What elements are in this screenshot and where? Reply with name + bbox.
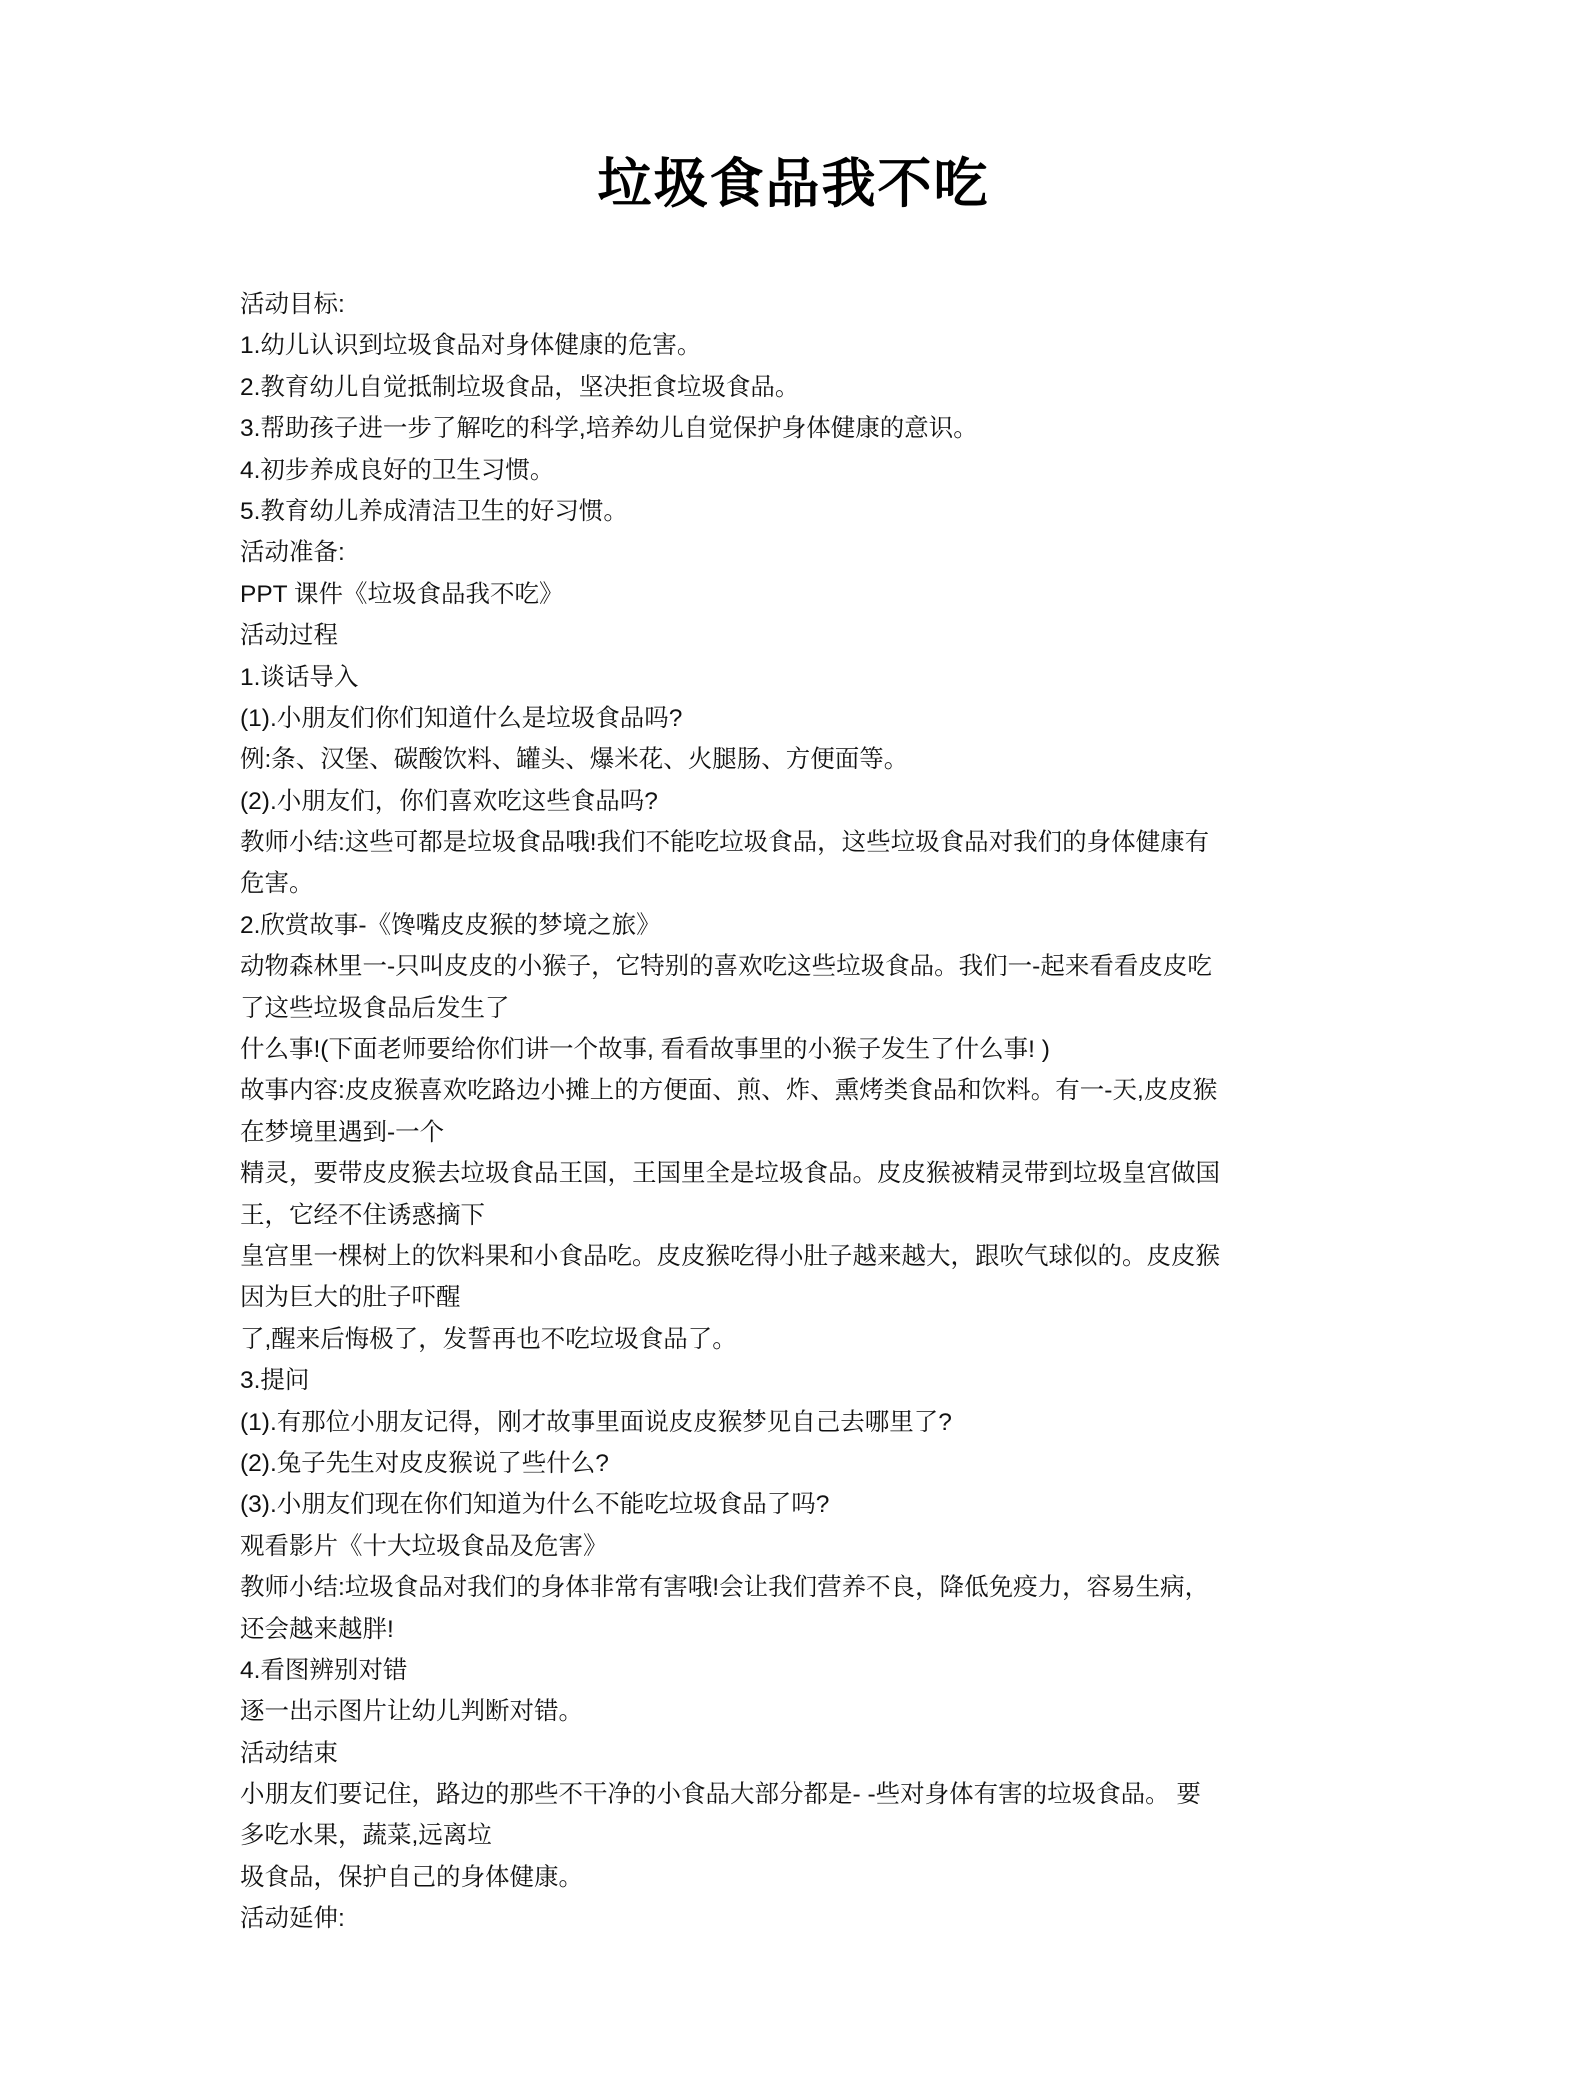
subsection-heading: 2.欣赏故事-《馋嘴皮皮猴的梦境之旅》 bbox=[240, 911, 661, 939]
paragraph: 了,醒来后悔极了，发誓再也不吃垃圾食品了。 bbox=[240, 1325, 737, 1353]
paragraph: PPT 课件《垃圾食品我不吃》 bbox=[240, 580, 564, 608]
paragraph: 什么事!(下面老师要给你们讲一个故事, 看看故事里的小猴子发生了什么事! ) bbox=[240, 1036, 1050, 1064]
section-heading-end: 活动结束 bbox=[240, 1739, 338, 1767]
paragraph: (1).小朋友们你们知道什么是垃圾食品吗? bbox=[240, 704, 683, 732]
paragraph: 动物森林里一-只叫皮皮的小猴子，它特别的喜欢吃这些垃圾食品。我们一-起来看看皮皮吃 bbox=[240, 953, 1212, 981]
paragraph: (3).小朋友们现在你们知道为什么不能吃垃圾食品了吗? bbox=[240, 1491, 830, 1519]
paragraph: 教师小结:这些可都是垃圾食品哦!我们不能吃垃圾食品，这些垃圾食品对我们的身体健康有 bbox=[240, 829, 1210, 857]
subsection-heading: 4.看图辨别对错 bbox=[240, 1656, 408, 1684]
paragraph: 还会越来越胖! bbox=[240, 1615, 394, 1643]
paragraph: 例:条、汉堡、碳酸饮料、罐头、爆米花、火腿肠、方便面等。 bbox=[240, 746, 909, 774]
paragraph: 观看影片《十大垃圾食品及危害》 bbox=[240, 1532, 608, 1560]
paragraph: (2).兔子先生对皮皮猴说了些什么? bbox=[240, 1449, 609, 1477]
paragraph: 了这些垃圾食品后发生了 bbox=[240, 994, 510, 1022]
paragraph: 圾食品，保护自己的身体健康。 bbox=[240, 1863, 583, 1891]
paragraph: 危害。 bbox=[240, 870, 314, 898]
section-heading-extension: 活动延伸: bbox=[240, 1905, 345, 1933]
paragraph: 多吃水果，蔬菜,远离垃 bbox=[240, 1822, 492, 1850]
paragraph: 逐一出示图片让幼儿判断对错。 bbox=[240, 1698, 583, 1726]
document-title: 垃圾食品我不吃 bbox=[597, 151, 990, 215]
subsection-heading: 3.提问 bbox=[240, 1367, 310, 1395]
paragraph: 故事内容:皮皮猴喜欢吃路边小摊上的方便面、煎、炸、熏烤类食品和饮料。有一-天,皮皮猴 bbox=[240, 1077, 1218, 1105]
subsection-heading: 1.谈话导入 bbox=[240, 663, 359, 691]
objective-item: 2.教育幼儿自觉抵制垃圾食品，坚决拒食垃圾食品。 bbox=[240, 373, 800, 401]
paragraph: (1).有那位小朋友记得，刚才故事里面说皮皮猴梦见自己去哪里了? bbox=[240, 1408, 952, 1436]
paragraph: 教师小结:垃圾食品对我们的身体非常有害哦!会让我们营养不良，降低免疫力，容易生病， bbox=[240, 1574, 1210, 1602]
section-heading-objectives: 活动目标: bbox=[240, 291, 345, 318]
objective-item: 1.幼儿认识到垃圾食品对身体健康的危害。 bbox=[240, 332, 702, 360]
paragraph: 小朋友们要记住，路边的那些不干净的小食品大部分都是- -些对身体有害的垃圾食品。 要 bbox=[240, 1781, 1201, 1809]
objective-item: 4.初步养成良好的卫生习惯。 bbox=[240, 456, 555, 484]
section-heading-preparation: 活动准备: bbox=[240, 539, 345, 567]
paragraph: 王，它经不住诱惑摘下 bbox=[240, 1201, 485, 1229]
paragraph: 在梦境里遇到-一个 bbox=[240, 1118, 445, 1146]
section-heading-process: 活动过程 bbox=[240, 622, 338, 650]
paragraph: 皇宫里一棵树上的饮料果和小食品吃。皮皮猴吃得小肚子越来越大，跟吹气球似的。皮皮猴 bbox=[240, 1242, 1220, 1270]
paragraph: (2).小朋友们，你们喜欢吃这些食品吗? bbox=[240, 787, 658, 815]
objective-item: 5.教育幼儿养成清洁卫生的好习惯。 bbox=[240, 497, 628, 525]
document-body bbox=[240, 284, 1348, 1940]
objective-item: 3.帮助孩子进一步了解吃的科学,培养幼儿自觉保护身体健康的意识。 bbox=[240, 415, 978, 443]
paragraph: 因为巨大的肚子吓醒 bbox=[240, 1284, 461, 1312]
paragraph: 精灵，要带皮皮猴去垃圾食品王国，王国里全是垃圾食品。皮皮猴被精灵带到垃圾皇宫做国 bbox=[240, 1160, 1220, 1188]
